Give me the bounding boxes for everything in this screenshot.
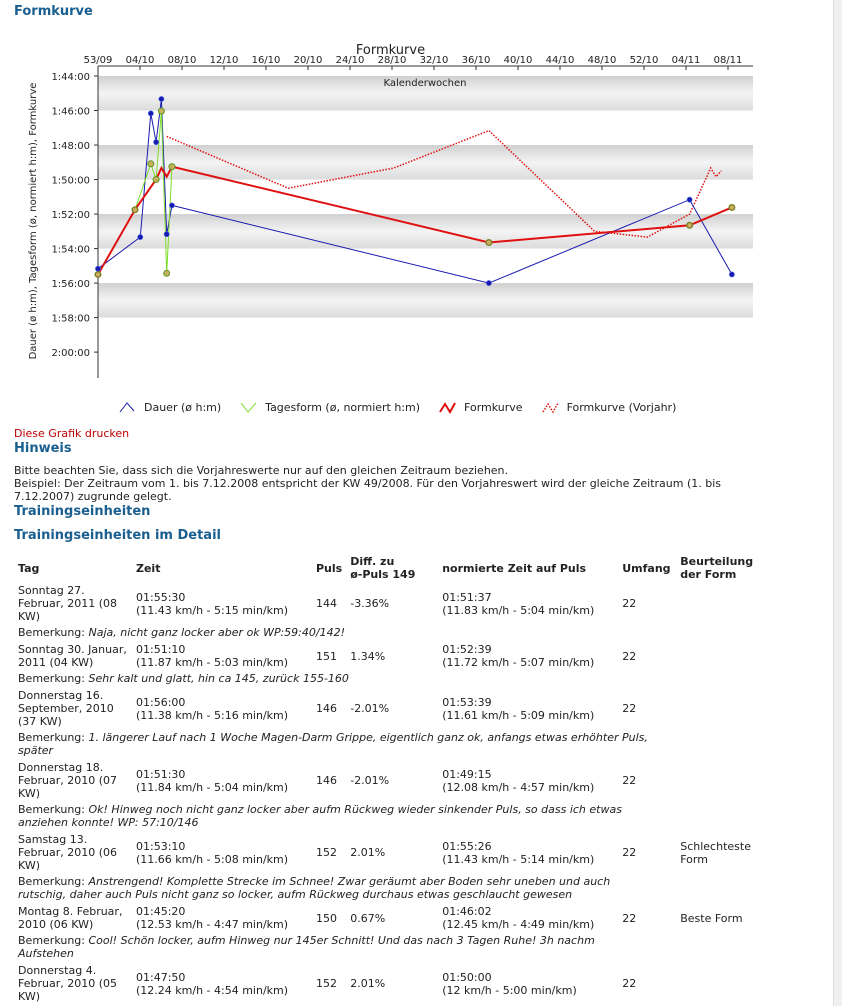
x-tick-label: 04/11: [671, 55, 701, 66]
y-tick-label: 2:00:00: [51, 348, 90, 360]
cell-umfang-line: 22: [622, 597, 637, 610]
cell-tag-line: Donnerstag 16.: [18, 689, 104, 702]
cell-beurteilung: [676, 963, 769, 1004]
cell-beurteilung: [676, 583, 769, 624]
chart-svg: [0, 24, 770, 396]
training-table: [14, 553, 769, 1004]
series-point-formkurve: [486, 240, 491, 245]
cell-umfang: [618, 904, 676, 932]
cell-tag-line: (37 KW): [18, 715, 62, 728]
section-title-formkurve: Formkurve: [14, 4, 93, 19]
cell-norm-line: (11.61 km/h - 5:09 min/km): [442, 708, 595, 722]
cell-tag-line: Donnerstag 18.: [18, 761, 104, 774]
series-point-dauer: [154, 140, 159, 145]
cell-zeit: [132, 904, 312, 932]
cell-tag-line: Februar, 2010 (05: [18, 977, 118, 990]
cell-zeit-line: (11.43 km/h - 5:15 min/km): [136, 603, 289, 617]
cell-diff-line: 2.01%: [350, 846, 386, 859]
cell-zeit: [132, 832, 312, 873]
cell-zeit: [132, 688, 312, 729]
cell-puls: [312, 760, 346, 801]
cell-puls: [312, 642, 346, 670]
cell-tag-line: KW): [18, 610, 40, 623]
x-tick-label: 44/10: [545, 55, 575, 66]
series-point-dauer: [138, 234, 143, 239]
cell-puls-line: 146: [316, 702, 337, 715]
cell-zeit: [132, 963, 312, 1004]
legend-item-formkurve-vorjahr: [541, 399, 677, 415]
cell-beurteilung: [676, 760, 769, 801]
y-tick-label: 1:52:00: [51, 210, 90, 222]
cell-tag-line: Samstag 13.: [18, 833, 88, 846]
detail-title: Trainingseinheiten im Detail: [14, 528, 221, 543]
legend-swatch-formkurve: [438, 399, 458, 415]
cell-tag-line: Sonntag 30. Januar,: [18, 643, 127, 656]
cell-norm-line: 01:52:39: [442, 643, 492, 656]
remark-text: später: [18, 744, 54, 757]
cell-beurteilung-line: Schlechteste Form: [680, 839, 751, 866]
cell-norm-line: (12.08 km/h - 4:57 min/km): [442, 780, 595, 794]
cell-norm-line: 01:55:26: [442, 839, 492, 853]
remark-text: Naja, nicht ganz locker aber ok WP:59:40/142!: [88, 626, 345, 639]
table-remark-row: [14, 932, 769, 963]
col-header-beurteilung: [676, 553, 769, 583]
table-row: [14, 760, 769, 801]
cell-umfang-line: 22: [622, 774, 637, 787]
series-point-dauer: [729, 272, 734, 277]
cell-puls: [312, 904, 346, 932]
cell-norm: [438, 904, 618, 932]
col-header-beurteilung-line1: Beurteilung: [680, 555, 754, 568]
page-scrollbar[interactable]: [833, 0, 842, 1006]
cell-puls-line: 152: [316, 977, 337, 990]
x-tick-label: 16/10: [251, 55, 281, 66]
remark-text: anziehen konnte! WP: 57:10/146: [18, 816, 199, 829]
cell-norm-line: 01:49:15: [442, 767, 492, 781]
hint-line-2: Beispiel: Der Zeitraum vom 1. bis 7.12.2008 entspricht der KW 49/2008. Für den Vorjahreswert wird der gleiche Zeitraum (1. bis: [14, 477, 722, 490]
x-tick-label: 04/10: [125, 55, 155, 66]
cell-tag-line: KW): [18, 990, 40, 1003]
cell-beurteilung: [676, 688, 769, 729]
x-tick-label: 20/10: [293, 55, 323, 66]
col-header-diff: [346, 553, 438, 583]
series-point-formkurve: [729, 205, 734, 210]
cell-puls: [312, 963, 346, 1004]
y-tick-label: 1:56:00: [51, 279, 90, 291]
remark-label: Bemerkung:: [18, 934, 85, 947]
chart-legend: [118, 396, 694, 418]
hint-title: Hinweis: [14, 441, 72, 456]
cell-zeit: [132, 642, 312, 670]
cell-tag: [14, 832, 132, 873]
cell-norm-line: 01:46:02: [442, 905, 492, 918]
remark-label: Bemerkung:: [18, 875, 85, 888]
legend-label-tagesform: Tagesform (ø, normiert h:m): [265, 400, 421, 414]
col-header-beurteilung-line2: der Form: [680, 568, 737, 581]
cell-diff-line: -2.01%: [350, 702, 390, 715]
hint-line-1: Bitte beachten Sie, dass sich die Vorjahreswerte nur auf den gleichen Zeitraum beziehen.: [14, 464, 509, 477]
col-header-diff-line2: ø-Puls 149: [350, 568, 416, 581]
cell-umfang: [618, 760, 676, 801]
cell-tag: [14, 688, 132, 729]
y-tick-label: 1:58:00: [51, 313, 90, 325]
print-chart-link[interactable]: Diese Grafik drucken: [14, 427, 130, 440]
cell-diff-line: 1.34%: [350, 649, 386, 663]
x-tick-label: 53/09: [83, 55, 113, 66]
table-row: [14, 832, 769, 873]
cell-diff-line: 2.01%: [350, 977, 386, 990]
table-remark-row: [14, 624, 769, 642]
cell-norm: [438, 760, 618, 801]
cell-zeit-line: 01:47:50: [136, 970, 186, 984]
cell-tag-line: Februar, 2010 (06: [18, 846, 118, 859]
cell-diff-line: -3.36%: [350, 597, 390, 610]
cell-zeit-line: 01:51:30: [136, 767, 186, 781]
cell-norm-line: 01:50:00: [442, 970, 492, 984]
cell-puls-line: 146: [316, 774, 337, 787]
cell-zeit-line: (12.24 km/h - 4:54 min/km): [136, 983, 289, 997]
table-row: [14, 688, 769, 729]
cell-umfang: [618, 963, 676, 1004]
cell-zeit: [132, 760, 312, 801]
training-title: Trainingseinheiten: [14, 504, 151, 519]
x-tick-label: 52/10: [629, 55, 659, 66]
col-header-puls: Puls: [316, 561, 343, 575]
cell-puls: [312, 832, 346, 873]
remark-text: Aufstehen: [18, 947, 74, 960]
series-point-formkurve: [687, 223, 692, 228]
remark-label: Bemerkung:: [18, 731, 85, 744]
series-point-tagesform: [148, 161, 154, 167]
remark-text: Anstrengend! Komplette Strecke im Schnee! Zwar geräumt aber Boden sehr uneben und auch: [88, 875, 611, 888]
cell-tag-line: KW): [18, 859, 40, 872]
cell-umfang-line: 22: [622, 911, 637, 925]
cell-norm: [438, 688, 618, 729]
cell-diff: [346, 832, 438, 873]
series-point-formkurve: [132, 207, 137, 212]
remark-cell: [14, 729, 769, 760]
cell-zeit-line: 01:53:10: [136, 839, 186, 853]
table-header-row: [14, 553, 769, 583]
cell-beurteilung-line: Beste Form: [680, 911, 743, 925]
cell-puls: [312, 583, 346, 624]
cell-norm-line: (11.72 km/h - 5:07 min/km): [442, 656, 595, 669]
cell-tag: [14, 583, 132, 624]
chart-band: [98, 214, 753, 249]
legend-item-tagesform: [239, 399, 420, 415]
cell-zeit-line: 01:55:30: [136, 590, 186, 604]
cell-tag-line: KW): [18, 787, 40, 800]
col-header-umfang: Umfang: [622, 561, 671, 575]
series-point-dauer: [486, 280, 491, 285]
cell-umfang-line: 22: [622, 649, 637, 663]
training-table-body: [14, 583, 769, 1004]
col-header-tag: Tag: [18, 561, 40, 575]
remark-label: Bemerkung:: [18, 672, 85, 685]
x-tick-label: 12/10: [209, 55, 239, 66]
hint-line-3: 7.12.2007) zugrunde gelegt.: [14, 490, 172, 503]
remark-cell: [14, 873, 769, 904]
formkurve-chart: [0, 24, 770, 422]
remark-text: rutschig, daher auch Puls nicht ganz so locker, aufm Rückweg durchaus etwas geschlaucht gewesen: [18, 888, 573, 901]
remark-label: Bemerkung:: [18, 803, 85, 816]
series-point-dauer: [687, 197, 692, 202]
y-tick-label: 1:54:00: [51, 244, 90, 256]
y-axis-label: Dauer (ø h:m), Tagesform (ø, normiert h:m), Formkurve: [28, 82, 39, 360]
cell-diff: [346, 642, 438, 670]
cell-tag-line: Februar, 2011 (08: [18, 597, 118, 610]
legend-item-dauer: [118, 399, 221, 415]
cell-umfang: [618, 583, 676, 624]
col-header-diff-line1: Diff. zu: [350, 555, 395, 568]
table-remark-row: [14, 873, 769, 904]
col-header-zeit: Zeit: [136, 561, 161, 575]
y-tick-label: 1:46:00: [51, 106, 90, 118]
cell-zeit-line: 01:56:00: [136, 695, 186, 709]
hint-text: [14, 464, 764, 503]
cell-zeit-line: 01:51:10: [136, 643, 186, 656]
remark-label: Bemerkung:: [18, 626, 85, 639]
remark-text: 1. längerer Lauf nach 1 Woche Magen-Darm Grippe, eigentlich ganz ok, anfangs etwas erhöhter Puls,: [88, 731, 648, 744]
cell-umfang: [618, 832, 676, 873]
series-line-0: [98, 99, 732, 283]
x-tick-label: 24/10: [335, 55, 365, 66]
chart-band: [98, 145, 753, 180]
series-point-dauer: [159, 96, 164, 101]
series-point-dauer: [169, 203, 174, 208]
cell-puls: [312, 688, 346, 729]
cell-zeit-line: (11.84 km/h - 5:04 min/km): [136, 780, 289, 794]
legend-label-formkurve-vorjahr: Formkurve (Vorjahr): [566, 400, 677, 414]
legend-label-formkurve: Formkurve: [464, 400, 523, 414]
legend-swatch-dauer: [118, 399, 138, 415]
x-tick-label: 08/10: [167, 55, 197, 66]
cell-norm: [438, 832, 618, 873]
chart-band: [98, 283, 753, 318]
cell-norm: [438, 963, 618, 1004]
series-line-1: [98, 111, 732, 274]
legend-label-dauer: Dauer (ø h:m): [144, 400, 222, 414]
cell-diff: [346, 688, 438, 729]
table-row: [14, 583, 769, 624]
col-header-norm: normierte Zeit auf Puls: [442, 561, 587, 575]
cell-diff: [346, 760, 438, 801]
cell-diff: [346, 583, 438, 624]
cell-puls-line: 150: [316, 911, 337, 925]
legend-swatch-formkurve-vorjahr: [541, 399, 561, 415]
cell-tag: [14, 904, 132, 932]
cell-norm-line: 01:53:39: [442, 695, 492, 709]
cell-norm-line: (12 km/h - 5:00 min/km): [442, 983, 577, 997]
cell-zeit-line: (11.38 km/h - 5:16 min/km): [136, 708, 289, 722]
cell-norm-line: (11.83 km/h - 5:04 min/km): [442, 603, 595, 617]
cell-zeit-line: (12.53 km/h - 4:47 min/km): [136, 918, 289, 931]
series-point-dauer: [164, 232, 169, 237]
x-tick-label: 40/10: [503, 55, 533, 66]
series-point-tagesform: [153, 177, 159, 183]
remark-text: Ok! Hinweg noch nicht ganz locker aber aufm Rückweg wieder sinkender Puls, so dass ich etwas: [88, 803, 622, 816]
x-tick-label: 48/10: [587, 55, 617, 66]
y-tick-label: 1:50:00: [51, 175, 90, 187]
cell-zeit-line: (11.87 km/h - 5:03 min/km): [136, 656, 289, 669]
cell-diff-line: 0.67%: [350, 911, 386, 925]
x-tick-label: 08/11: [713, 55, 743, 66]
cell-tag: [14, 642, 132, 670]
cell-puls-line: 151: [316, 649, 337, 663]
table-row: [14, 904, 769, 932]
cell-zeit-line: 01:45:20: [136, 905, 186, 918]
chart-title: Formkurve: [355, 43, 426, 58]
remark-cell: [14, 932, 769, 963]
remark-text: Sehr kalt und glatt, hin ca 145, zurück 155-160: [88, 672, 349, 685]
cell-tag-line: 2010 (06 KW): [18, 918, 94, 931]
series-point-tagesform: [158, 108, 164, 114]
cell-umfang-line: 22: [622, 846, 637, 859]
table-remark-row: [14, 729, 769, 760]
cell-umfang: [618, 688, 676, 729]
remark-cell: [14, 670, 769, 688]
cell-tag-line: Sonntag 27.: [18, 584, 85, 597]
y-tick-label: 1:44:00: [51, 72, 90, 83]
remark-cell: [14, 624, 769, 642]
cell-tag-line: 2011 (04 KW): [18, 656, 94, 669]
cell-diff-line: -2.01%: [350, 774, 390, 787]
cell-zeit: [132, 583, 312, 624]
cell-puls-line: 152: [316, 846, 337, 859]
y-tick-label: 1:48:00: [51, 141, 90, 153]
x-tick-label: 36/10: [461, 55, 491, 66]
table-row: [14, 642, 769, 670]
table-remark-row: [14, 670, 769, 688]
cell-tag-line: Februar, 2010 (07: [18, 774, 118, 787]
cell-norm-line: (12.45 km/h - 4:49 min/km): [442, 918, 595, 931]
cell-umfang-line: 22: [622, 702, 637, 715]
series-point-formkurve: [95, 272, 100, 277]
cell-tag-line: Montag 8. Februar,: [18, 905, 123, 918]
cell-tag: [14, 963, 132, 1004]
cell-puls-line: 144: [316, 597, 337, 610]
series-point-tagesform: [169, 164, 175, 170]
table-row: [14, 963, 769, 1004]
cell-umfang: [618, 642, 676, 670]
cell-norm-line: (11.43 km/h - 5:14 min/km): [442, 852, 595, 866]
remark-text: Cool! Schön locker, aufm Hinweg nur 145er Schnitt! Und das nach 3 Tagen Ruhe! 3h nachm: [88, 934, 595, 947]
cell-zeit-line: (11.66 km/h - 5:08 min/km): [136, 852, 289, 866]
x-axis-label: Kalenderwochen: [383, 78, 467, 89]
remark-cell: [14, 801, 769, 832]
cell-beurteilung: [676, 832, 769, 873]
legend-item-formkurve: [438, 399, 523, 415]
legend-swatch-tagesform: [239, 399, 259, 415]
x-tick-label: 28/10: [377, 55, 407, 66]
cell-norm-line: 01:51:37: [442, 590, 492, 604]
cell-tag: [14, 760, 132, 801]
x-tick-label: 32/10: [419, 55, 449, 66]
table-remark-row: [14, 801, 769, 832]
cell-diff: [346, 963, 438, 1004]
cell-umfang-line: 22: [622, 977, 637, 990]
series-point-tagesform: [164, 270, 170, 276]
series-point-dauer: [148, 111, 153, 116]
cell-tag-line: September, 2010: [18, 702, 114, 715]
cell-norm: [438, 583, 618, 624]
cell-diff: [346, 904, 438, 932]
cell-beurteilung: [676, 642, 769, 670]
cell-tag-line: Donnerstag 4.: [18, 964, 97, 977]
cell-norm: [438, 642, 618, 670]
cell-beurteilung: [676, 904, 769, 932]
series-point-dauer: [95, 266, 100, 271]
